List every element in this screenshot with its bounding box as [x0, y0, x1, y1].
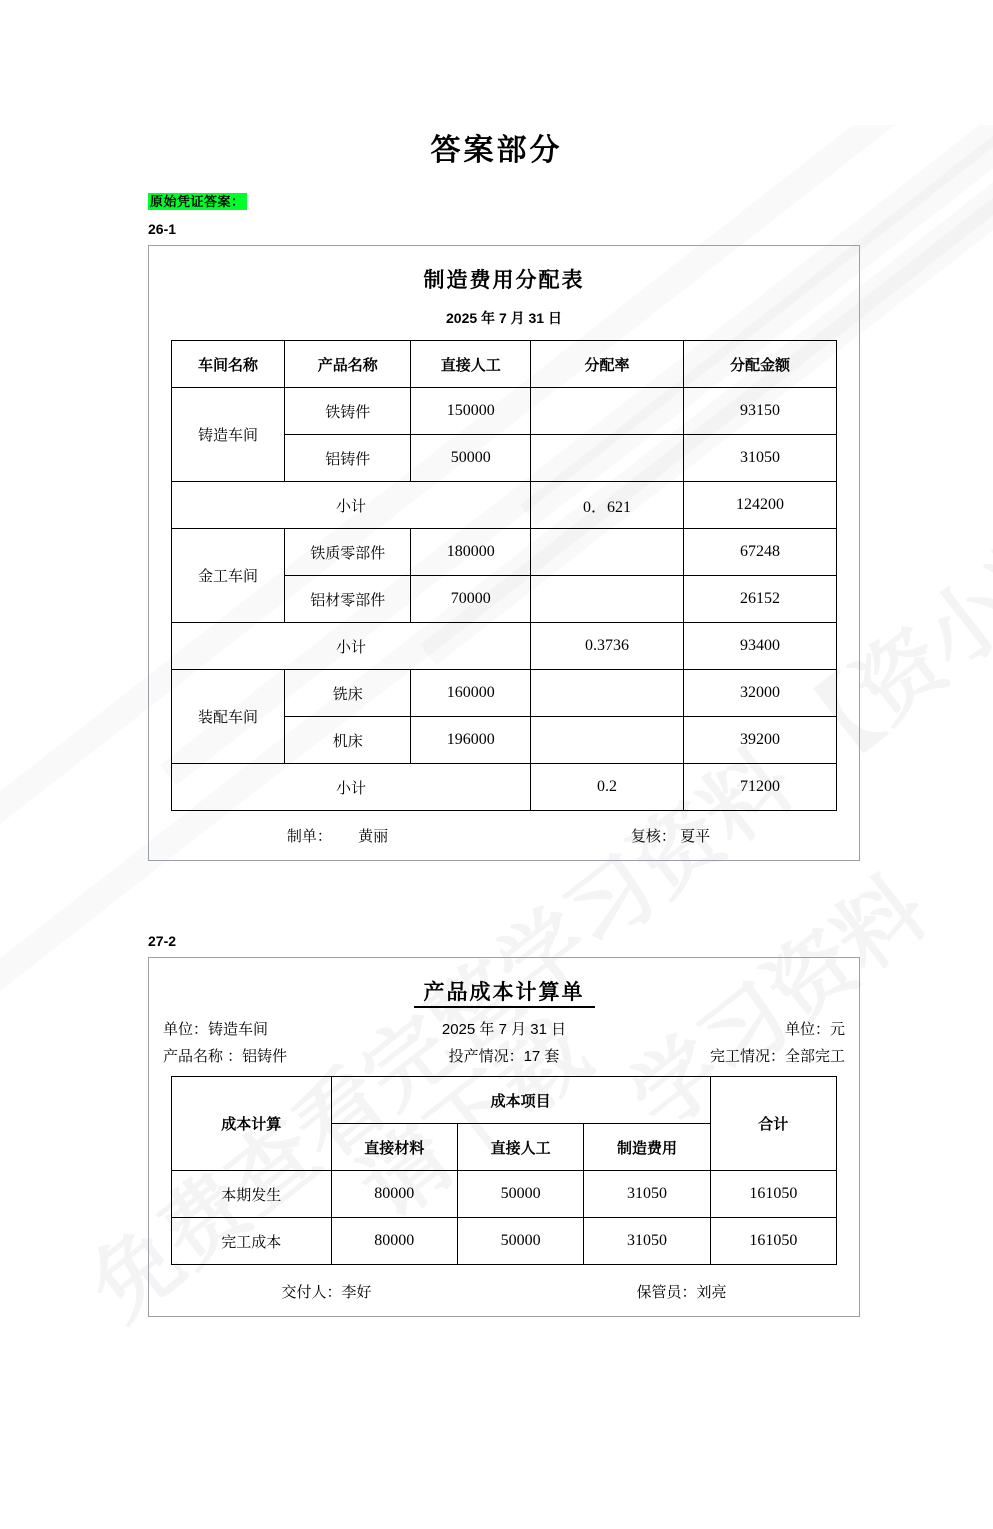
col-cost-items: 成本项目	[331, 1077, 710, 1124]
deliverer-block	[149, 1281, 504, 1302]
preparer-label: 制单：	[286, 828, 332, 845]
cell-subtotal-label: 小计	[172, 623, 531, 670]
cell-labor: 180000	[411, 529, 531, 576]
cell-row-label: 完工成本	[172, 1218, 332, 1265]
reviewer-label: 复核：	[630, 828, 676, 845]
cell-amount: 71200	[684, 764, 837, 811]
voucher2-meta-row-2	[149, 1045, 859, 1066]
cell-product: 铣床	[285, 670, 411, 717]
cell-row-label: 本期发生	[172, 1171, 332, 1218]
cell-total: 161050	[710, 1218, 836, 1265]
cell-subtotal-label: 小计	[172, 482, 531, 529]
cell-rate	[531, 717, 684, 764]
deliverer-name: 李好	[341, 1284, 372, 1301]
col-allocation-rate: 分配率	[531, 341, 684, 388]
col-total: 合计	[710, 1077, 836, 1171]
table-header-row	[172, 1077, 837, 1124]
cell-amount: 124200	[684, 482, 837, 529]
voucher2-date: 2025 年 7 月 31 日	[441, 1021, 567, 1038]
voucher1-date: 2025 年 7 月 31 日	[446, 310, 562, 326]
cell-labor: 50000	[457, 1171, 583, 1218]
cell-product: 铁铸件	[285, 388, 411, 435]
input-field-block	[374, 1045, 633, 1066]
unit-field	[149, 1018, 374, 1039]
cell-amount: 31050	[684, 435, 837, 482]
voucher2-meta-row-1	[149, 1018, 859, 1039]
voucher2-title-wrap	[149, 976, 859, 1006]
currency-label: 单位：	[784, 1021, 830, 1038]
cell-workshop: 装配车间	[172, 670, 285, 764]
cell-amount: 93150	[684, 388, 837, 435]
cell-overhead: 31050	[584, 1171, 710, 1218]
finish-value: 全部完工	[784, 1048, 845, 1065]
cell-rate: 0.2	[531, 764, 684, 811]
unit-value: 铸造车间	[208, 1021, 269, 1038]
col-cost-calculation: 成本计算	[172, 1077, 332, 1171]
input-label: 投产情况：	[448, 1048, 524, 1065]
preparer-block	[171, 825, 504, 846]
cell-material: 80000	[331, 1218, 457, 1265]
document-page	[0, 125, 993, 1317]
cell-labor: 196000	[411, 717, 531, 764]
voucher1-table	[171, 340, 837, 811]
col-direct-labor: 直接人工	[457, 1124, 583, 1171]
cell-product: 铝铸件	[285, 435, 411, 482]
input-value: 17 套	[523, 1048, 560, 1065]
cell-workshop: 金工车间	[172, 529, 285, 623]
keeper-block	[504, 1281, 859, 1302]
col-allocation-amount: 分配金额	[684, 341, 837, 388]
col-direct-labor: 直接人工	[411, 341, 531, 388]
table-row-subtotal	[172, 623, 837, 670]
cell-rate	[531, 576, 684, 623]
cell-labor: 50000	[457, 1218, 583, 1265]
col-manufacturing-overhead: 制造费用	[584, 1124, 710, 1171]
cell-rate	[531, 435, 684, 482]
voucher-product-cost-statement	[148, 957, 860, 1317]
preparer-name: 黄丽	[358, 828, 389, 845]
section-label-26-1: 26-1	[148, 221, 177, 237]
table-row-subtotal	[172, 764, 837, 811]
section-label-27-2: 27-2	[148, 933, 177, 949]
table-row	[172, 670, 837, 717]
table-row	[172, 388, 837, 435]
table-header-row	[172, 341, 837, 388]
table-row	[172, 529, 837, 576]
reviewer-block	[504, 825, 837, 846]
cell-labor: 50000	[411, 435, 531, 482]
voucher1-title: 制造费用分配表	[423, 269, 585, 292]
highlight-note-row	[148, 191, 993, 211]
cell-rate	[531, 670, 684, 717]
cell-subtotal-label: 小计	[172, 764, 531, 811]
cell-product: 铝材零部件	[285, 576, 411, 623]
col-product: 产品名称	[285, 341, 411, 388]
table-row-subtotal	[172, 482, 837, 529]
voucher2-title: 产品成本计算单	[414, 981, 595, 1008]
cell-total: 161050	[710, 1171, 836, 1218]
finish-label: 完工情况：	[709, 1048, 785, 1065]
table-row	[172, 1218, 837, 1265]
voucher2-table	[171, 1076, 837, 1265]
highlight-note: 原始凭证答案：	[150, 194, 245, 209]
finish-field-block	[634, 1045, 859, 1066]
voucher1-footer	[171, 825, 837, 846]
currency-field	[634, 1018, 859, 1039]
unit-label: 单位：	[163, 1021, 209, 1038]
product-value: 铝铸件	[242, 1048, 288, 1065]
cell-amount: 39200	[684, 717, 837, 764]
cell-labor: 150000	[411, 388, 531, 435]
cell-amount: 93400	[684, 623, 837, 670]
cell-material: 80000	[331, 1171, 457, 1218]
cell-amount: 26152	[684, 576, 837, 623]
keeper-label: 保管员：	[636, 1284, 697, 1301]
currency-value: 元	[829, 1021, 845, 1038]
cell-overhead: 31050	[584, 1218, 710, 1265]
keeper-name: 刘亮	[696, 1284, 727, 1301]
cell-rate: 0.3736	[531, 623, 684, 670]
cell-product: 铁质零部件	[285, 529, 411, 576]
col-direct-material: 直接材料	[331, 1124, 457, 1171]
product-field	[149, 1045, 374, 1066]
deliverer-label: 交付人：	[281, 1284, 342, 1301]
col-workshop: 车间名称	[172, 341, 285, 388]
cell-rate	[531, 388, 684, 435]
cell-labor: 70000	[411, 576, 531, 623]
cell-product: 机床	[285, 717, 411, 764]
cell-workshop: 铸造车间	[172, 388, 285, 482]
cell-amount: 67248	[684, 529, 837, 576]
voucher2-footer	[149, 1281, 859, 1302]
cell-amount: 32000	[684, 670, 837, 717]
reviewer-name: 夏平	[680, 828, 711, 845]
table-row	[172, 1171, 837, 1218]
voucher-manufacturing-overhead-allocation	[148, 245, 860, 861]
cell-rate	[531, 529, 684, 576]
cell-rate: 0．621	[531, 482, 684, 529]
cell-labor: 160000	[411, 670, 531, 717]
page-title: 答案部分	[430, 134, 563, 167]
product-label: 产品名称 ：	[163, 1048, 243, 1065]
